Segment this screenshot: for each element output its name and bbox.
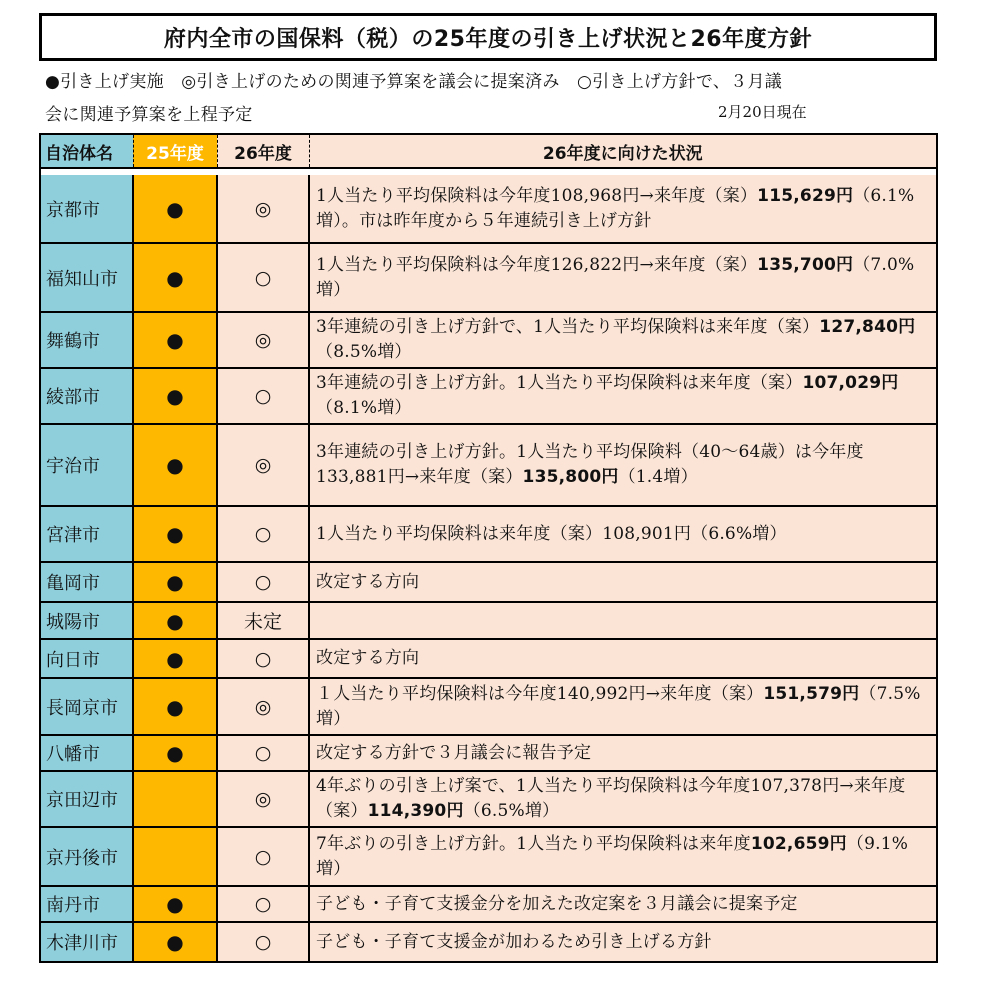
fy25-mark: ● [133,506,217,562]
note-text: 子ども・子育て支援金が加わるため引き上げる方針 [316,931,712,952]
proposed-premium: 114,390円 [367,801,464,821]
proposed-premium: 127,840円 [819,317,916,337]
note-text: 7年ぶりの引き上げ方針。1人当たり平均保険料は来年度 [316,833,751,854]
fy25-mark: ● [133,243,217,312]
municipality-name: 舞鶴市 [41,312,133,368]
status-note [309,922,936,961]
note-suffix: （7.0%増） [316,254,915,300]
note-text: 3年連続の引き上げ方針。1人当たり平均保険料（40～64歳）は今年度133,881円→来年度（案） [316,442,864,487]
fy26-mark: ○ [217,886,309,922]
fy26-mark: ◎ [217,771,309,827]
status-note [309,886,936,922]
header-municipality: 自治体名 [41,135,133,168]
fy26-mark: ○ [217,922,309,961]
municipality-name: 南丹市 [41,886,133,922]
table-row [41,886,936,922]
page-title: 府内全市の国保料（税）の25年度の引き上げ状況と26年度方針 [39,13,937,61]
legend [45,66,940,132]
fy25-mark: ● [133,886,217,922]
status-note [309,368,936,424]
fy25-mark: ● [133,735,217,771]
table-row [41,506,936,562]
table-row [41,735,936,771]
legend-line-1: ●引き上げ実施 ◎引き上げのための関連予算案を議会に提案済み ○引き上げ方針で、３月議 [45,72,783,92]
note-text: 改定する方向 [316,571,420,592]
status-note [309,312,936,368]
table-row [41,368,936,424]
municipality-name: 京丹後市 [41,827,133,886]
table-row [41,602,936,639]
status-table [39,133,938,963]
municipality-name: 長岡京市 [41,678,133,735]
status-note [309,639,936,678]
municipality-name: 宇治市 [41,424,133,506]
header-status: 26年度に向けた状況 [309,135,936,168]
as-of-date: 2月20日現在 [718,103,807,121]
fy25-mark: ● [133,175,217,243]
fy25-mark: ● [133,562,217,602]
table-row [41,678,936,735]
proposed-premium: 107,029円 [802,373,899,393]
note-text: 1人当たり平均保険料は来年度（案）108,901円（6.6%増） [316,523,787,544]
fy26-mark: ○ [217,735,309,771]
municipality-name: 八幡市 [41,735,133,771]
status-note [309,771,936,827]
municipality-name: 京都市 [41,175,133,243]
municipality-name: 木津川市 [41,922,133,961]
municipality-name: 京田辺市 [41,771,133,827]
note-text: 改定する方向 [316,648,420,668]
fy26-mark: ○ [217,368,309,424]
table-row [41,639,936,678]
note-suffix: （8.1%増） [316,398,412,418]
fy25-mark: ● [133,368,217,424]
fy26-mark: ○ [217,243,309,312]
fy25-mark: ● [133,312,217,368]
note-text: 1人当たり平均保険料は今年度126,822円→来年度（案） [316,254,758,275]
municipality-name: 宮津市 [41,506,133,562]
status-note [309,562,936,602]
fy26-mark: ◎ [217,678,309,735]
table-row [41,562,936,602]
note-suffix: （6.1%増）。市は昨年度から５年連続引き上げ方針 [316,185,915,231]
table-row [41,827,936,886]
note-text: 3年連続の引き上げ方針。1人当たり平均保険料は来年度（案） [316,373,803,393]
proposed-premium: 135,700円 [757,254,854,275]
fy25-mark: ● [133,922,217,961]
note-text: 3年連続の引き上げ方針で、1人当たり平均保険料は来年度（案） [316,317,820,337]
note-suffix: （7.5%増） [316,683,921,729]
table-row [41,424,936,506]
table-row [41,243,936,312]
table-row [41,771,936,827]
note-text: 1人当たり平均保険料は今年度108,968円→来年度（案） [316,185,758,206]
fy25-mark: ● [133,639,217,678]
table-row [41,922,936,961]
fy25-mark: ● [133,602,217,639]
note-text: １人当たり平均保険料は今年度140,992円→来年度（案） [316,683,764,704]
note-suffix: （6.5%増） [463,801,560,821]
fy25-mark [133,771,217,827]
fy26-mark: ○ [217,562,309,602]
note-text: 4年ぶりの引き上げ案で、1人当たり平均保険料は今年度107,378円→来年度（案） [316,776,906,821]
fy26-mark: 未定 [217,602,309,639]
status-note [309,424,936,506]
proposed-premium: 151,579円 [763,683,860,704]
proposed-premium: 115,629円 [757,185,854,206]
note-text: 改定する方針で３月議会に報告予定 [316,742,592,763]
header-fy25: 25年度 [133,135,217,168]
municipality-name: 向日市 [41,639,133,678]
status-note [309,602,936,639]
fy25-mark [133,827,217,886]
municipality-name: 亀岡市 [41,562,133,602]
municipality-name: 綾部市 [41,368,133,424]
municipality-name: 福知山市 [41,243,133,312]
fy26-mark: ◎ [217,312,309,368]
header-fy26: 26年度 [217,135,309,168]
table-row [41,175,936,243]
fy26-mark: ○ [217,506,309,562]
note-suffix: （1.4増） [618,467,698,487]
fy26-mark: ◎ [217,175,309,243]
fy26-mark: ○ [217,827,309,886]
fy25-mark: ● [133,678,217,735]
status-note [309,243,936,312]
proposed-premium: 135,800円 [522,467,619,487]
fy26-mark: ◎ [217,424,309,506]
status-note [309,735,936,771]
municipality-name: 城陽市 [41,602,133,639]
status-note [309,175,936,243]
note-suffix: （8.5%増） [316,342,412,362]
proposed-premium: 102,659円 [750,833,847,854]
table-body [41,168,936,961]
legend-line-2: 会に関連予算案を上程予定 [45,105,253,125]
note-suffix: （9.1%増） [316,833,909,879]
note-text: 子ども・子育て支援金分を加えた改定案を３月議会に提案予定 [316,893,798,914]
table-header-row [41,135,936,168]
fy26-mark: ○ [217,639,309,678]
table-row [41,312,936,368]
status-note [309,678,936,735]
fy25-mark: ● [133,424,217,506]
status-note [309,827,936,886]
status-note [309,506,936,562]
